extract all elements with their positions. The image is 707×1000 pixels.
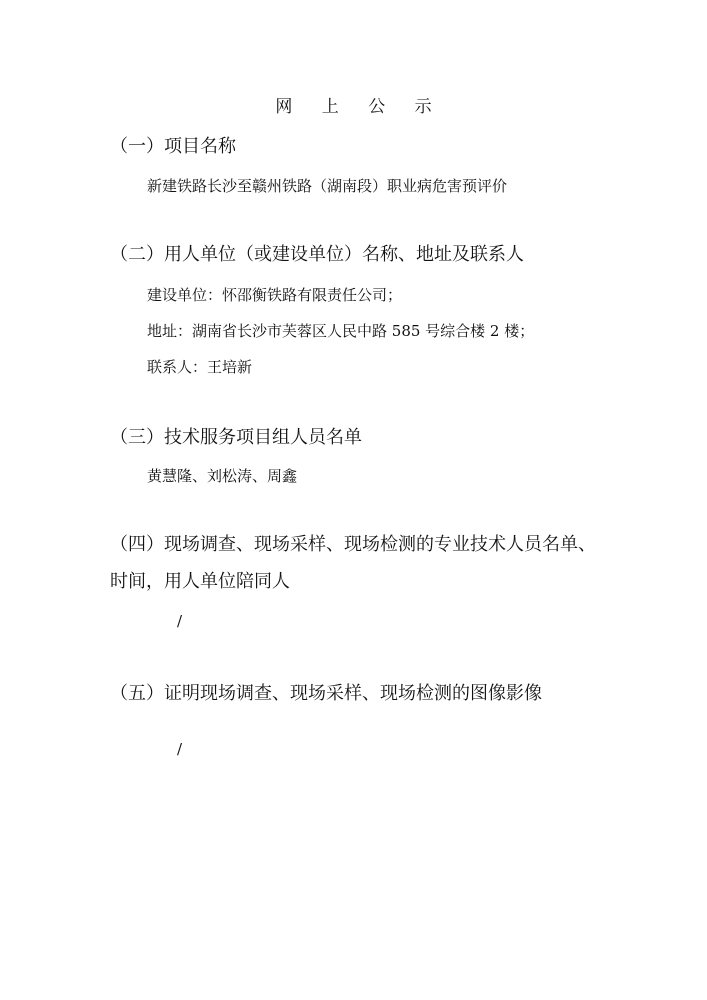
section-3-heading: （三）技术服务项目组人员名单 xyxy=(110,427,362,448)
section-4-heading-line-1: （四）现场调查、现场采样、现场检测的专业技术人员名单、 xyxy=(110,534,596,555)
page-title: 网 上 公 示 xyxy=(275,97,444,117)
section-4-empty-marker: / xyxy=(177,612,183,630)
section-5-empty-marker: / xyxy=(177,740,183,758)
contact-person: 联系人：王培新 xyxy=(147,358,253,376)
section-1-heading: （一）项目名称 xyxy=(110,136,236,157)
address: 地址：湖南省长沙市芙蓉区人民中路 585 号综合楼 2 楼； xyxy=(147,322,535,340)
construction-unit: 建设单位：怀邵衡铁路有限责任公司； xyxy=(147,286,403,304)
project-name: 新建铁路长沙至赣州铁路（湖南段）职业病危害预评价 xyxy=(147,177,508,195)
section-4-heading-line-2: 时间，用人单位陪同人 xyxy=(110,571,290,592)
section-5-heading: （五）证明现场调查、现场采样、现场检测的图像影像 xyxy=(110,683,542,704)
section-2-heading: （二）用人单位（或建设单位）名称、地址及联系人 xyxy=(110,244,524,265)
team-members: 黄慧隆、刘松涛、周鑫 xyxy=(147,467,298,485)
